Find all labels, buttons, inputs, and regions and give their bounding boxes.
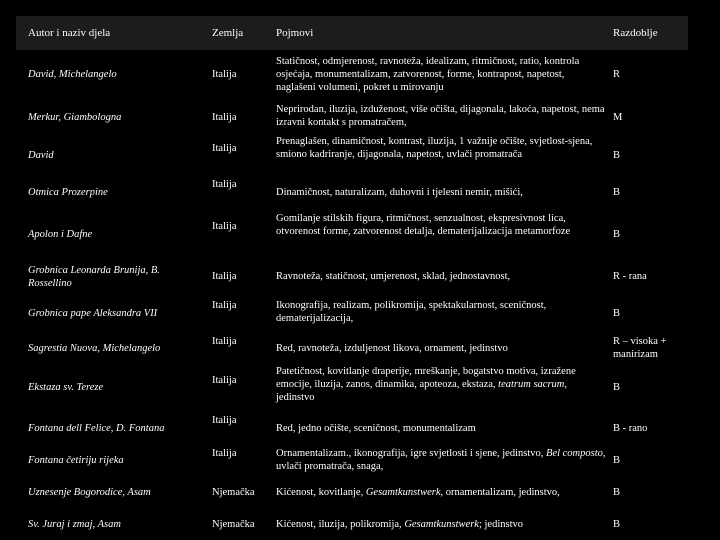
row-concepts: Dinamičnost, naturalizam, duhovni i tjelesni nemir, mišići, bbox=[276, 187, 523, 198]
row-country: Italija bbox=[212, 375, 237, 386]
row-concepts: Gomilanje stilskih figura, ritmičnost, senzualnost, ekspresivnost lica, otvorenost forme, zatvorenost detalja, dematerijalizacija metamorfoze bbox=[276, 213, 571, 238]
row-period: B bbox=[613, 519, 621, 530]
header-author: Autor i naziv djela bbox=[28, 27, 111, 39]
row-author: David, Michelangelo bbox=[28, 69, 117, 80]
header-concepts: Pojmovi bbox=[276, 27, 314, 39]
row-period: R - rana bbox=[613, 271, 647, 282]
row-period: R – visoka + manirizam bbox=[613, 336, 667, 361]
row-author: Fontana četiriju rijeka bbox=[28, 455, 124, 466]
row-period: B bbox=[613, 150, 621, 161]
row-period: M bbox=[613, 112, 623, 123]
row-country: Italija bbox=[212, 448, 237, 459]
row-author: Sv. Juraj i zmaj, Asam bbox=[28, 519, 121, 530]
row-author: Grobnica Leonarda Brunija, B. Rossellino bbox=[28, 265, 160, 290]
header-country: Zemlja bbox=[212, 27, 244, 39]
table-header-bar bbox=[16, 16, 688, 50]
row-concepts: Statičnost, odmjerenost, ravnoteža, idealizam, ritmičnost, ratio, kontrola osjećaja, monumentalizam, zatvorenost, forme, kontrapost, napetost, naglašeni volumeni, pokret u mirovanju bbox=[276, 56, 580, 94]
row-concepts: Prenaglašen, dinamičnost, kontrast, iluzija, 1 važnije očište, svjetlost-sjena, smiono kadriranje, dijagonala, napetost, uvlači promatrača bbox=[276, 136, 593, 161]
row-concepts: Ikonografija, realizam, polikromija, spektakularnost, sceničnost, dematerijalizacija, bbox=[276, 300, 547, 325]
row-author: Otmica Prozerpine bbox=[28, 187, 108, 198]
concepts-text: Kićenost, kovitlanje, bbox=[276, 487, 364, 498]
row-author: Apolon i Dafne bbox=[28, 229, 93, 240]
concepts-term: Bel composto bbox=[546, 448, 603, 459]
row-concepts: Red, jedno očište, sceničnost, monumentalizam bbox=[276, 423, 476, 434]
row-period: B bbox=[613, 487, 621, 498]
concepts-text: Kićenost, iluzija, polikromija, bbox=[276, 519, 402, 530]
row-period: B bbox=[613, 187, 621, 198]
header-period: Razdoblje bbox=[613, 27, 658, 39]
row-period: B - rano bbox=[613, 423, 648, 434]
row-author: Fontana dell Felice, D. Fontana bbox=[28, 423, 165, 434]
concepts-term: teatrum sacrum bbox=[498, 379, 565, 391]
concepts-term: Gesamtkunstwerk bbox=[365, 487, 441, 498]
row-country: Italija bbox=[212, 300, 237, 311]
concepts-text-end: , ornamentalizam, jedinstvo, bbox=[440, 487, 560, 498]
concepts-term: Gesamtkunstwerk bbox=[404, 519, 479, 530]
row-author: David bbox=[28, 150, 54, 161]
row-country: Italija bbox=[212, 336, 237, 347]
row-author: Grobnica pape Aleksandra VII bbox=[28, 308, 158, 319]
row-country: Italija bbox=[212, 271, 237, 282]
concepts-text: Patetičnost, kovitlanje draperije, mreškanje, bogatstvo motiva, izražene emocije, iluzija, zanos, dinamika, apoteoza, ekstaza, bbox=[276, 366, 576, 391]
row-country: Italija bbox=[212, 143, 237, 154]
row-concepts bbox=[276, 447, 606, 473]
row-concepts: Neprirodan, iluzija, izduženost, više očišta, dijagonala, lakoća, napetost, nema izravni kontakt s promatračem, bbox=[276, 104, 605, 129]
row-country: Italija bbox=[212, 179, 237, 190]
row-concepts bbox=[276, 518, 606, 531]
row-concepts: Red, ravnoteža, izduljenost likova, ornament, jedinstvo bbox=[276, 343, 508, 354]
row-concepts: Ravnoteža, statičnost, umjerenost, sklad, jednostavnost, bbox=[276, 271, 511, 282]
concepts-text-end: ; jedinstvo bbox=[478, 519, 524, 530]
row-author: Uznesenje Bogorodice, Asam bbox=[28, 487, 151, 498]
concepts-text-end: , uvlači promatrača, snaga, bbox=[276, 448, 606, 473]
row-period: B bbox=[613, 382, 621, 393]
row-concepts bbox=[276, 365, 606, 404]
row-concepts bbox=[276, 486, 611, 499]
row-author: Sagrestia Nuova, Michelangelo bbox=[28, 343, 161, 354]
row-author: Merkur, Giambologna bbox=[28, 112, 122, 123]
row-period: B bbox=[613, 455, 621, 466]
row-period: R bbox=[613, 69, 621, 80]
row-country: Italija bbox=[212, 69, 237, 80]
row-period: B bbox=[613, 308, 621, 319]
row-country: Njemačka bbox=[212, 519, 255, 530]
row-period: B bbox=[613, 229, 621, 240]
row-country: Italija bbox=[212, 415, 237, 426]
concepts-text-end: , jedinstvo bbox=[276, 379, 567, 404]
row-country: Njemačka bbox=[212, 487, 255, 498]
row-country: Italija bbox=[212, 112, 237, 123]
row-country: Italija bbox=[212, 221, 237, 232]
row-author: Ekstaza sv. Tereze bbox=[28, 382, 104, 393]
concepts-text: Ornamentalizam., ikonografija, igre svjetlosti i sjene, jedinstvo, bbox=[276, 448, 544, 459]
